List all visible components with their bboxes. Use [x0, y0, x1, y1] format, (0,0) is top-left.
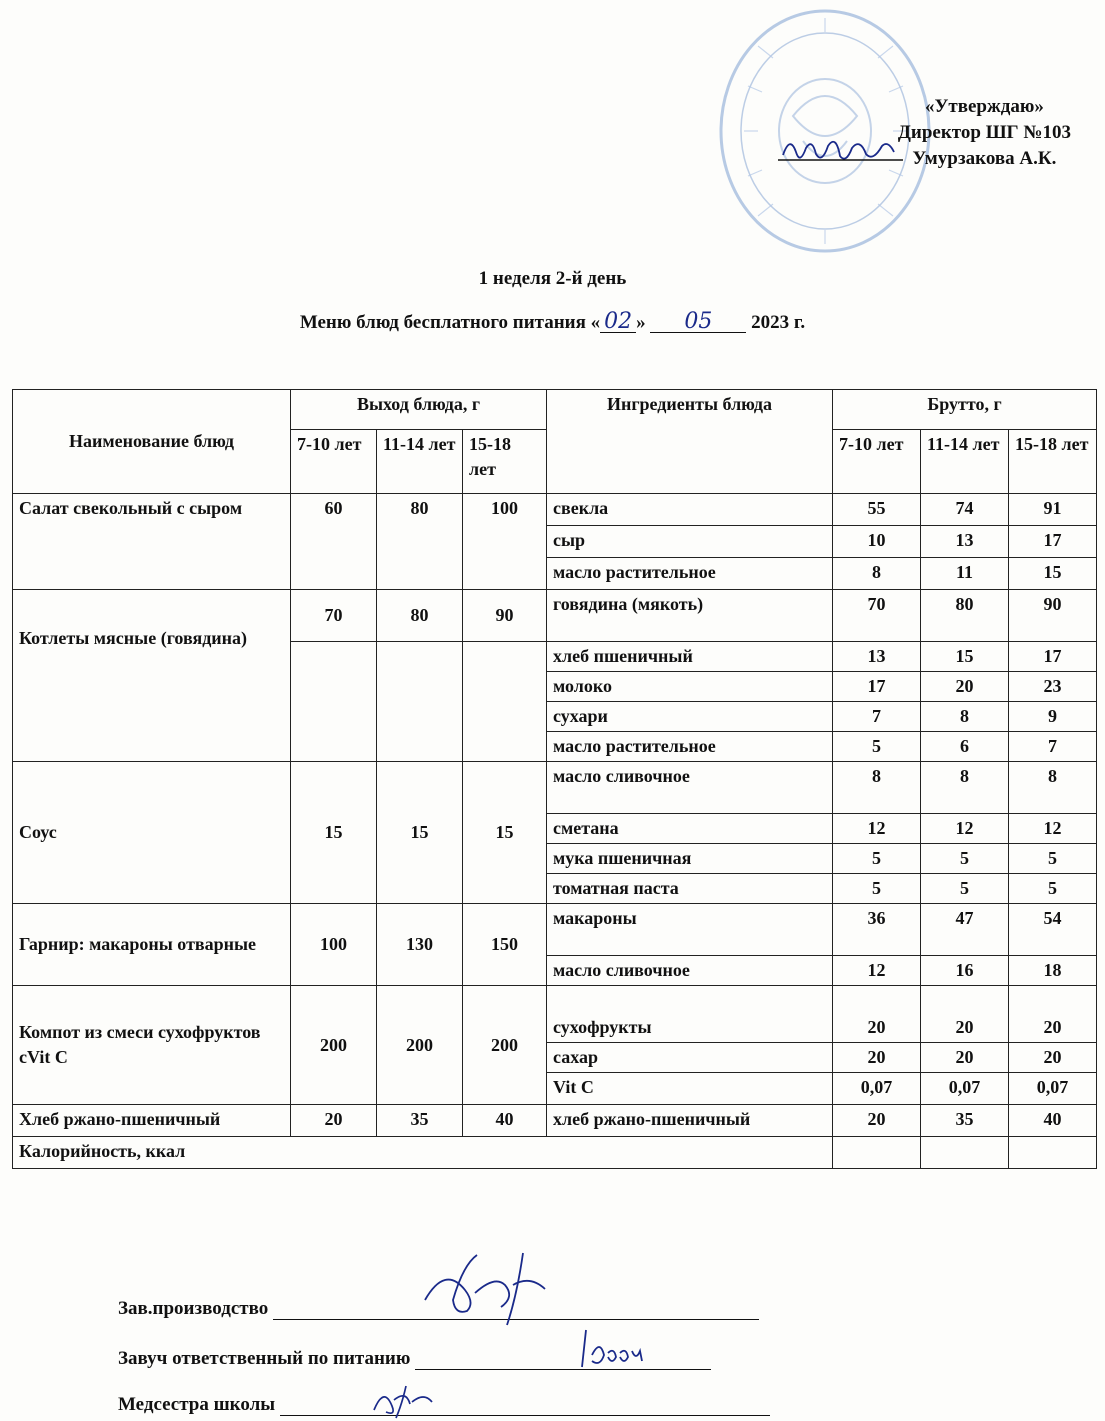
gross-value: 8	[1009, 762, 1097, 814]
age-header: 11-14 лет	[377, 430, 463, 494]
table-row	[13, 904, 1097, 956]
ingredient-name: сметана	[547, 814, 833, 844]
output-empty	[463, 642, 547, 762]
calories-value	[921, 1137, 1009, 1169]
menu-title	[0, 309, 1105, 334]
age-header: 7-10 лет	[291, 430, 377, 494]
gross-value: 20	[1009, 986, 1097, 1043]
output-value: 200	[463, 986, 547, 1105]
age-header: 15-18 лет	[463, 430, 547, 494]
gross-value: 11	[921, 558, 1009, 590]
signature-nutrition-label: Завуч ответственный по питанию	[118, 1348, 411, 1369]
gross-value: 5	[833, 732, 921, 762]
gross-value: 5	[1009, 844, 1097, 874]
menu-table	[12, 389, 1097, 1169]
gross-value: 6	[921, 732, 1009, 762]
gross-value: 15	[1009, 558, 1097, 590]
header-dish-name: Наименование блюд	[13, 390, 291, 494]
table-row	[13, 762, 1097, 814]
output-value: 40	[463, 1105, 547, 1137]
gross-value: 47	[921, 904, 1009, 956]
gross-value: 74	[921, 494, 1009, 526]
gross-value: 20	[921, 986, 1009, 1043]
table-header-row	[13, 390, 1097, 430]
menu-title-mid: »	[636, 312, 646, 333]
ingredient-name: молоко	[547, 672, 833, 702]
approval-block	[898, 94, 1071, 172]
header-output: Выход блюда, г	[291, 390, 547, 430]
gross-value: 70	[833, 590, 921, 642]
ingredient-name: хлеб ржано-пшеничный	[547, 1105, 833, 1137]
gross-value: 9	[1009, 702, 1097, 732]
ingredient-name: макароны	[547, 904, 833, 956]
menu-title-prefix: Меню блюд бесплатного питания «	[299, 312, 601, 333]
nurse-signature	[366, 1380, 446, 1420]
gross-value: 20	[921, 672, 1009, 702]
gross-value: 8	[833, 762, 921, 814]
gross-value: 12	[833, 956, 921, 986]
gross-value: 23	[1009, 672, 1097, 702]
gross-value: 20	[833, 1105, 921, 1137]
table-row	[13, 494, 1097, 526]
signature-nurse-label: Медсестра школы	[118, 1394, 276, 1415]
output-value: 15	[463, 762, 547, 904]
gross-value: 17	[1009, 526, 1097, 558]
ingredient-name: мука пшеничная	[547, 844, 833, 874]
approval-position: Директор ШГ №103	[897, 122, 1071, 143]
signature-line	[280, 1397, 770, 1416]
ingredient-name: сахар	[547, 1043, 833, 1073]
output-value: 15	[291, 762, 377, 904]
gross-value: 5	[833, 874, 921, 904]
dish-name: Компот из смеси сухофруктов сVit C	[13, 986, 291, 1105]
gross-value: 12	[1009, 814, 1097, 844]
gross-value: 7	[833, 702, 921, 732]
week-day-title: 1 неделя 2-й день	[478, 268, 627, 289]
output-empty	[377, 642, 463, 762]
calories-row	[13, 1137, 1097, 1169]
gross-value: 55	[833, 494, 921, 526]
output-value: 150	[463, 904, 547, 986]
signature-production-label: Зав.производство	[118, 1298, 269, 1319]
output-value: 80	[377, 494, 463, 590]
ingredient-name: масло растительное	[547, 732, 833, 762]
ingredient-name: хлеб пшеничный	[547, 642, 833, 672]
calories-value	[1009, 1137, 1097, 1169]
gross-value: 35	[921, 1105, 1009, 1137]
gross-value: 13	[833, 642, 921, 672]
dish-name	[13, 590, 291, 762]
gross-value: 0,07	[1009, 1073, 1097, 1105]
dish-name: Хлеб ржано-пшеничный	[13, 1105, 291, 1137]
ingredient-name: сухари	[547, 702, 833, 732]
gross-value: 5	[833, 844, 921, 874]
table-row	[13, 590, 1097, 642]
gross-value: 10	[833, 526, 921, 558]
menu-day: 02	[600, 312, 636, 333]
output-empty	[291, 642, 377, 762]
production-signature	[405, 1245, 555, 1335]
gross-value: 80	[921, 590, 1009, 642]
dish-name: Соус	[13, 762, 291, 904]
ingredient-name: сухофрукты	[547, 986, 833, 1043]
gross-value: 5	[1009, 874, 1097, 904]
dish-name: Гарнир: макароны отварные	[13, 904, 291, 986]
gross-value: 12	[921, 814, 1009, 844]
gross-value: 20	[921, 1043, 1009, 1073]
age-header: 11-14 лет	[921, 430, 1009, 494]
ingredient-name: масло сливочное	[547, 762, 833, 814]
table-row	[13, 1105, 1097, 1137]
gross-value: 15	[921, 642, 1009, 672]
gross-value: 40	[1009, 1105, 1097, 1137]
gross-value: 7	[1009, 732, 1097, 762]
ingredient-name: Vit C	[547, 1073, 833, 1105]
approval-name-line	[898, 146, 1071, 172]
dish-name-text: Котлеты мясные (говядина)	[19, 627, 248, 648]
gross-value: 13	[921, 526, 1009, 558]
output-value: 130	[377, 904, 463, 986]
ingredient-name: говядина (мякоть)	[547, 590, 833, 642]
gross-value: 8	[833, 558, 921, 590]
approval-title: «Утверждаю»	[924, 96, 1044, 117]
output-value: 20	[291, 1105, 377, 1137]
table-row	[13, 986, 1097, 1043]
gross-value: 17	[833, 672, 921, 702]
gross-value: 0,07	[921, 1073, 1009, 1105]
gross-value: 16	[921, 956, 1009, 986]
menu-year: 2023 г.	[751, 312, 806, 333]
dish-name: Салат свекольный с сыром	[13, 494, 291, 590]
director-signature	[778, 130, 908, 170]
ingredient-name: масло сливочное	[547, 956, 833, 986]
gross-value: 17	[1009, 642, 1097, 672]
menu-month: 05	[650, 312, 746, 333]
gross-value: 36	[833, 904, 921, 956]
output-value: 80	[377, 590, 463, 642]
gross-value: 20	[1009, 1043, 1097, 1073]
director-name: Умурзакова А.К.	[912, 148, 1057, 169]
gross-value: 0,07	[833, 1073, 921, 1105]
gross-value: 12	[833, 814, 921, 844]
output-value: 200	[291, 986, 377, 1105]
gross-value: 18	[1009, 956, 1097, 986]
gross-value: 91	[1009, 494, 1097, 526]
calories-label: Калорийность, ккал	[13, 1137, 833, 1169]
gross-value: 54	[1009, 904, 1097, 956]
age-header: 7-10 лет	[833, 430, 921, 494]
gross-value: 20	[833, 1043, 921, 1073]
gross-value: 5	[921, 844, 1009, 874]
ingredient-name: масло растительное	[547, 558, 833, 590]
gross-value: 8	[921, 762, 1009, 814]
output-value: 35	[377, 1105, 463, 1137]
gross-value: 8	[921, 702, 1009, 732]
gross-value: 5	[921, 874, 1009, 904]
ingredient-name: томатная паста	[547, 874, 833, 904]
output-value: 100	[291, 904, 377, 986]
nutrition-signature	[576, 1325, 656, 1375]
ingredient-name: сыр	[547, 526, 833, 558]
age-header: 15-18 лет	[1009, 430, 1097, 494]
output-value: 60	[291, 494, 377, 590]
header-ingredients: Ингредиенты блюда	[547, 390, 833, 494]
output-value: 200	[377, 986, 463, 1105]
output-value: 90	[463, 590, 547, 642]
output-value: 70	[291, 590, 377, 642]
signature-line	[415, 1351, 711, 1370]
ingredient-name: свекла	[547, 494, 833, 526]
gross-value: 90	[1009, 590, 1097, 642]
gross-value: 20	[833, 986, 921, 1043]
output-value: 100	[463, 494, 547, 590]
calories-value	[833, 1137, 921, 1169]
header-gross: Брутто, г	[833, 390, 1097, 430]
output-value: 15	[377, 762, 463, 904]
